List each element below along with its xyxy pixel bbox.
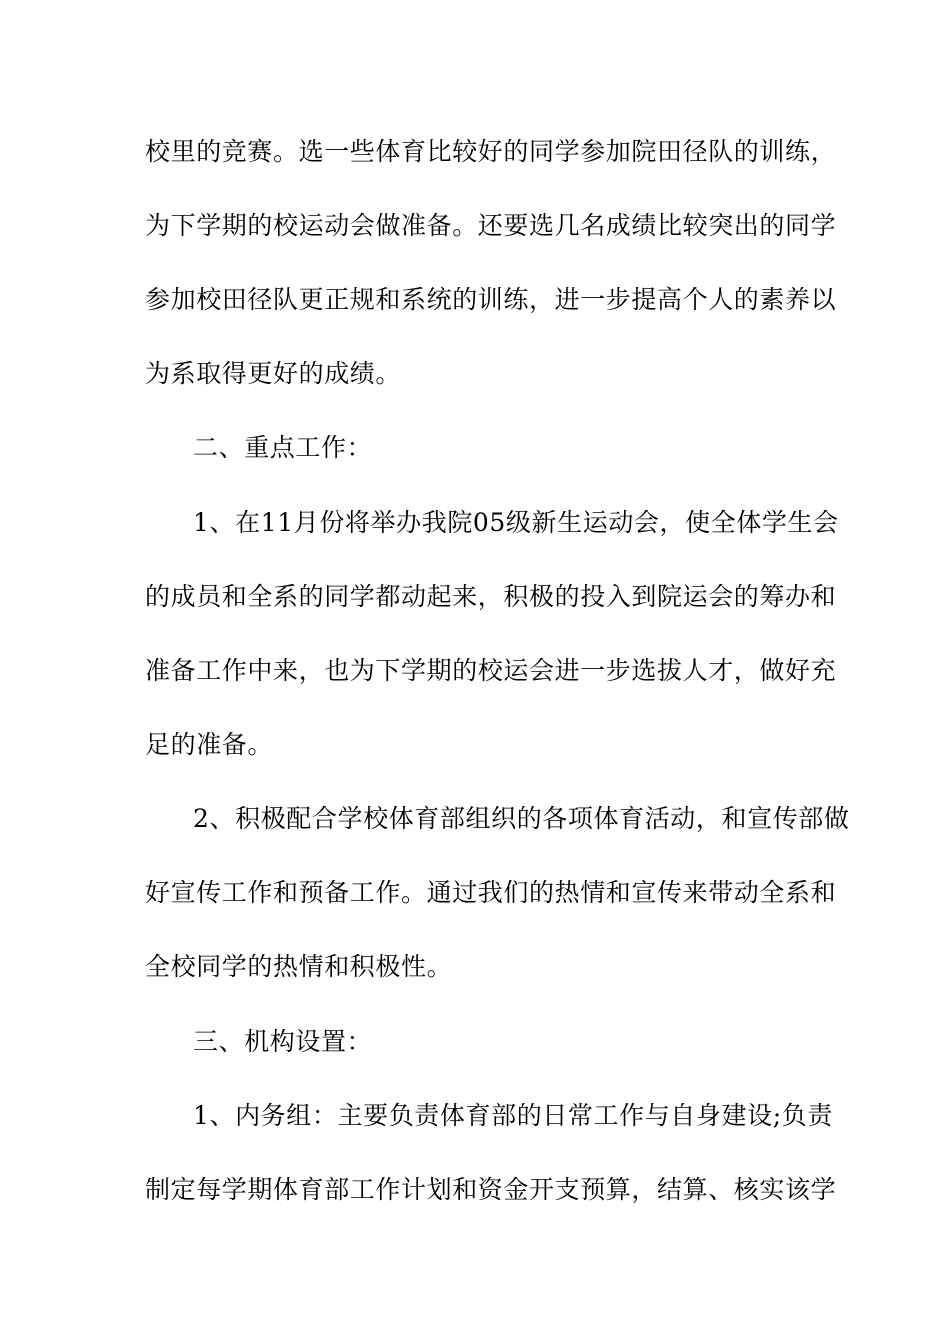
text-line: 好宣传工作和预备工作。通过我们的热情和宣传来带动全系和 <box>145 878 837 907</box>
text-line: 1、内务组：主要负责体育部的日常工作与自身建设;负责 <box>193 1101 833 1130</box>
text-line: 准备工作中来，也为下学期的校运会进一步选拔人才，做好充 <box>145 656 837 685</box>
text-line: 全校同学的热情和积极性。 <box>145 952 453 981</box>
text-line: 足的准备。 <box>145 730 274 759</box>
section-heading: 三、机构设置： <box>193 1027 373 1056</box>
text-line: 校里的竞赛。选一些体育比较好的同学参加院田径队的训练， <box>145 137 837 166</box>
text-line: 2、积极配合学校体育部组织的各项体育活动，和宣传部做 <box>193 804 850 833</box>
text-line: 为下学期的校运动会做准备。还要选几名成绩比较突出的同学 <box>145 211 837 240</box>
text-line: 制定每学期体育部工作计划和资金开支预算，结算、核实该学 <box>145 1175 837 1204</box>
text-line: 参加校田径队更正规和系统的训练，进一步提高个人的素养以 <box>145 285 837 314</box>
text-line: 的成员和全系的同学都动起来，积极的投入到院运会的筹办和 <box>145 582 837 611</box>
text-line: 为系取得更好的成绩。 <box>145 359 402 388</box>
text-line: 1、在11月份将举办我院05级新生运动会，使全体学生会 <box>193 508 839 537</box>
section-heading: 二、重点工作： <box>193 433 373 462</box>
